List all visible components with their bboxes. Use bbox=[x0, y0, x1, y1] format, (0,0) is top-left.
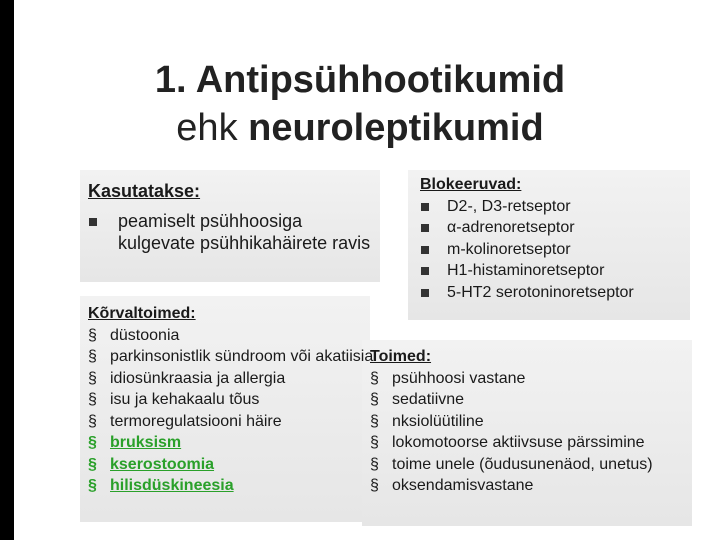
blokeeruvad-list bbox=[420, 196, 690, 304]
list-item: 5-HT2 serotoninoretseptor bbox=[420, 282, 690, 304]
slide-accent-bar bbox=[0, 0, 14, 540]
korvaltoimed-heading: Kõrvaltoimed: bbox=[88, 305, 196, 322]
list-item: D2-, D3-retseptor bbox=[420, 196, 690, 218]
title-line-2-bold: neuroleptikumid bbox=[248, 107, 544, 149]
list-item: peamiselt psühhoosiga kulgevate psühhikahäirete ravis bbox=[88, 210, 378, 254]
toimed-list bbox=[370, 368, 700, 497]
list-item: m-kolinoretseptor bbox=[420, 239, 690, 261]
list-item: § idiosünkraasia ja allergia bbox=[88, 368, 378, 390]
blokeeruvad-block bbox=[420, 174, 690, 303]
list-item: § parkinsonistlik sündroom või akatiisia bbox=[88, 346, 378, 368]
list-item: § oksendamisvastane bbox=[370, 475, 700, 497]
slide-title bbox=[60, 56, 660, 152]
blokeeruvad-heading: Blokeeruvad: bbox=[420, 176, 522, 193]
korvaltoimed-block bbox=[88, 303, 378, 497]
list-item: α-adrenoretseptor bbox=[420, 217, 690, 239]
highlighted-list-item[interactable]: § hilisdüskineesia bbox=[88, 475, 378, 497]
list-item: § lokomotoorse aktiivsuse pärssimine bbox=[370, 432, 700, 454]
list-item: H1-histaminoretseptor bbox=[420, 260, 690, 282]
highlighted-list-item[interactable]: § bruksism bbox=[88, 432, 378, 454]
highlighted-list-item[interactable]: § kserostoomia bbox=[88, 454, 378, 476]
list-item: § düstoonia bbox=[88, 325, 378, 347]
title-line-2 bbox=[60, 104, 660, 152]
kasutatakse-heading: Kasutatakse: bbox=[88, 181, 201, 201]
kasutatakse-block bbox=[88, 180, 378, 254]
toimed-block bbox=[370, 346, 700, 497]
list-item: § termoregulatsiooni häire bbox=[88, 411, 378, 433]
korvaltoimed-list bbox=[88, 325, 378, 497]
title-line-2-prefix: ehk bbox=[176, 107, 249, 149]
list-item: § sedatiivne bbox=[370, 389, 700, 411]
kasutatakse-list bbox=[88, 210, 378, 254]
list-item: § psühhoosi vastane bbox=[370, 368, 700, 390]
list-item: § nksiolüütiline bbox=[370, 411, 700, 433]
title-line-1: 1. Antipsühhootikumid bbox=[154, 59, 566, 101]
list-item: § toime unele (õudusunenäod, unetus) bbox=[370, 454, 700, 476]
toimed-heading: Toimed: bbox=[370, 348, 432, 365]
list-item: § isu ja kehakaalu tõus bbox=[88, 389, 378, 411]
